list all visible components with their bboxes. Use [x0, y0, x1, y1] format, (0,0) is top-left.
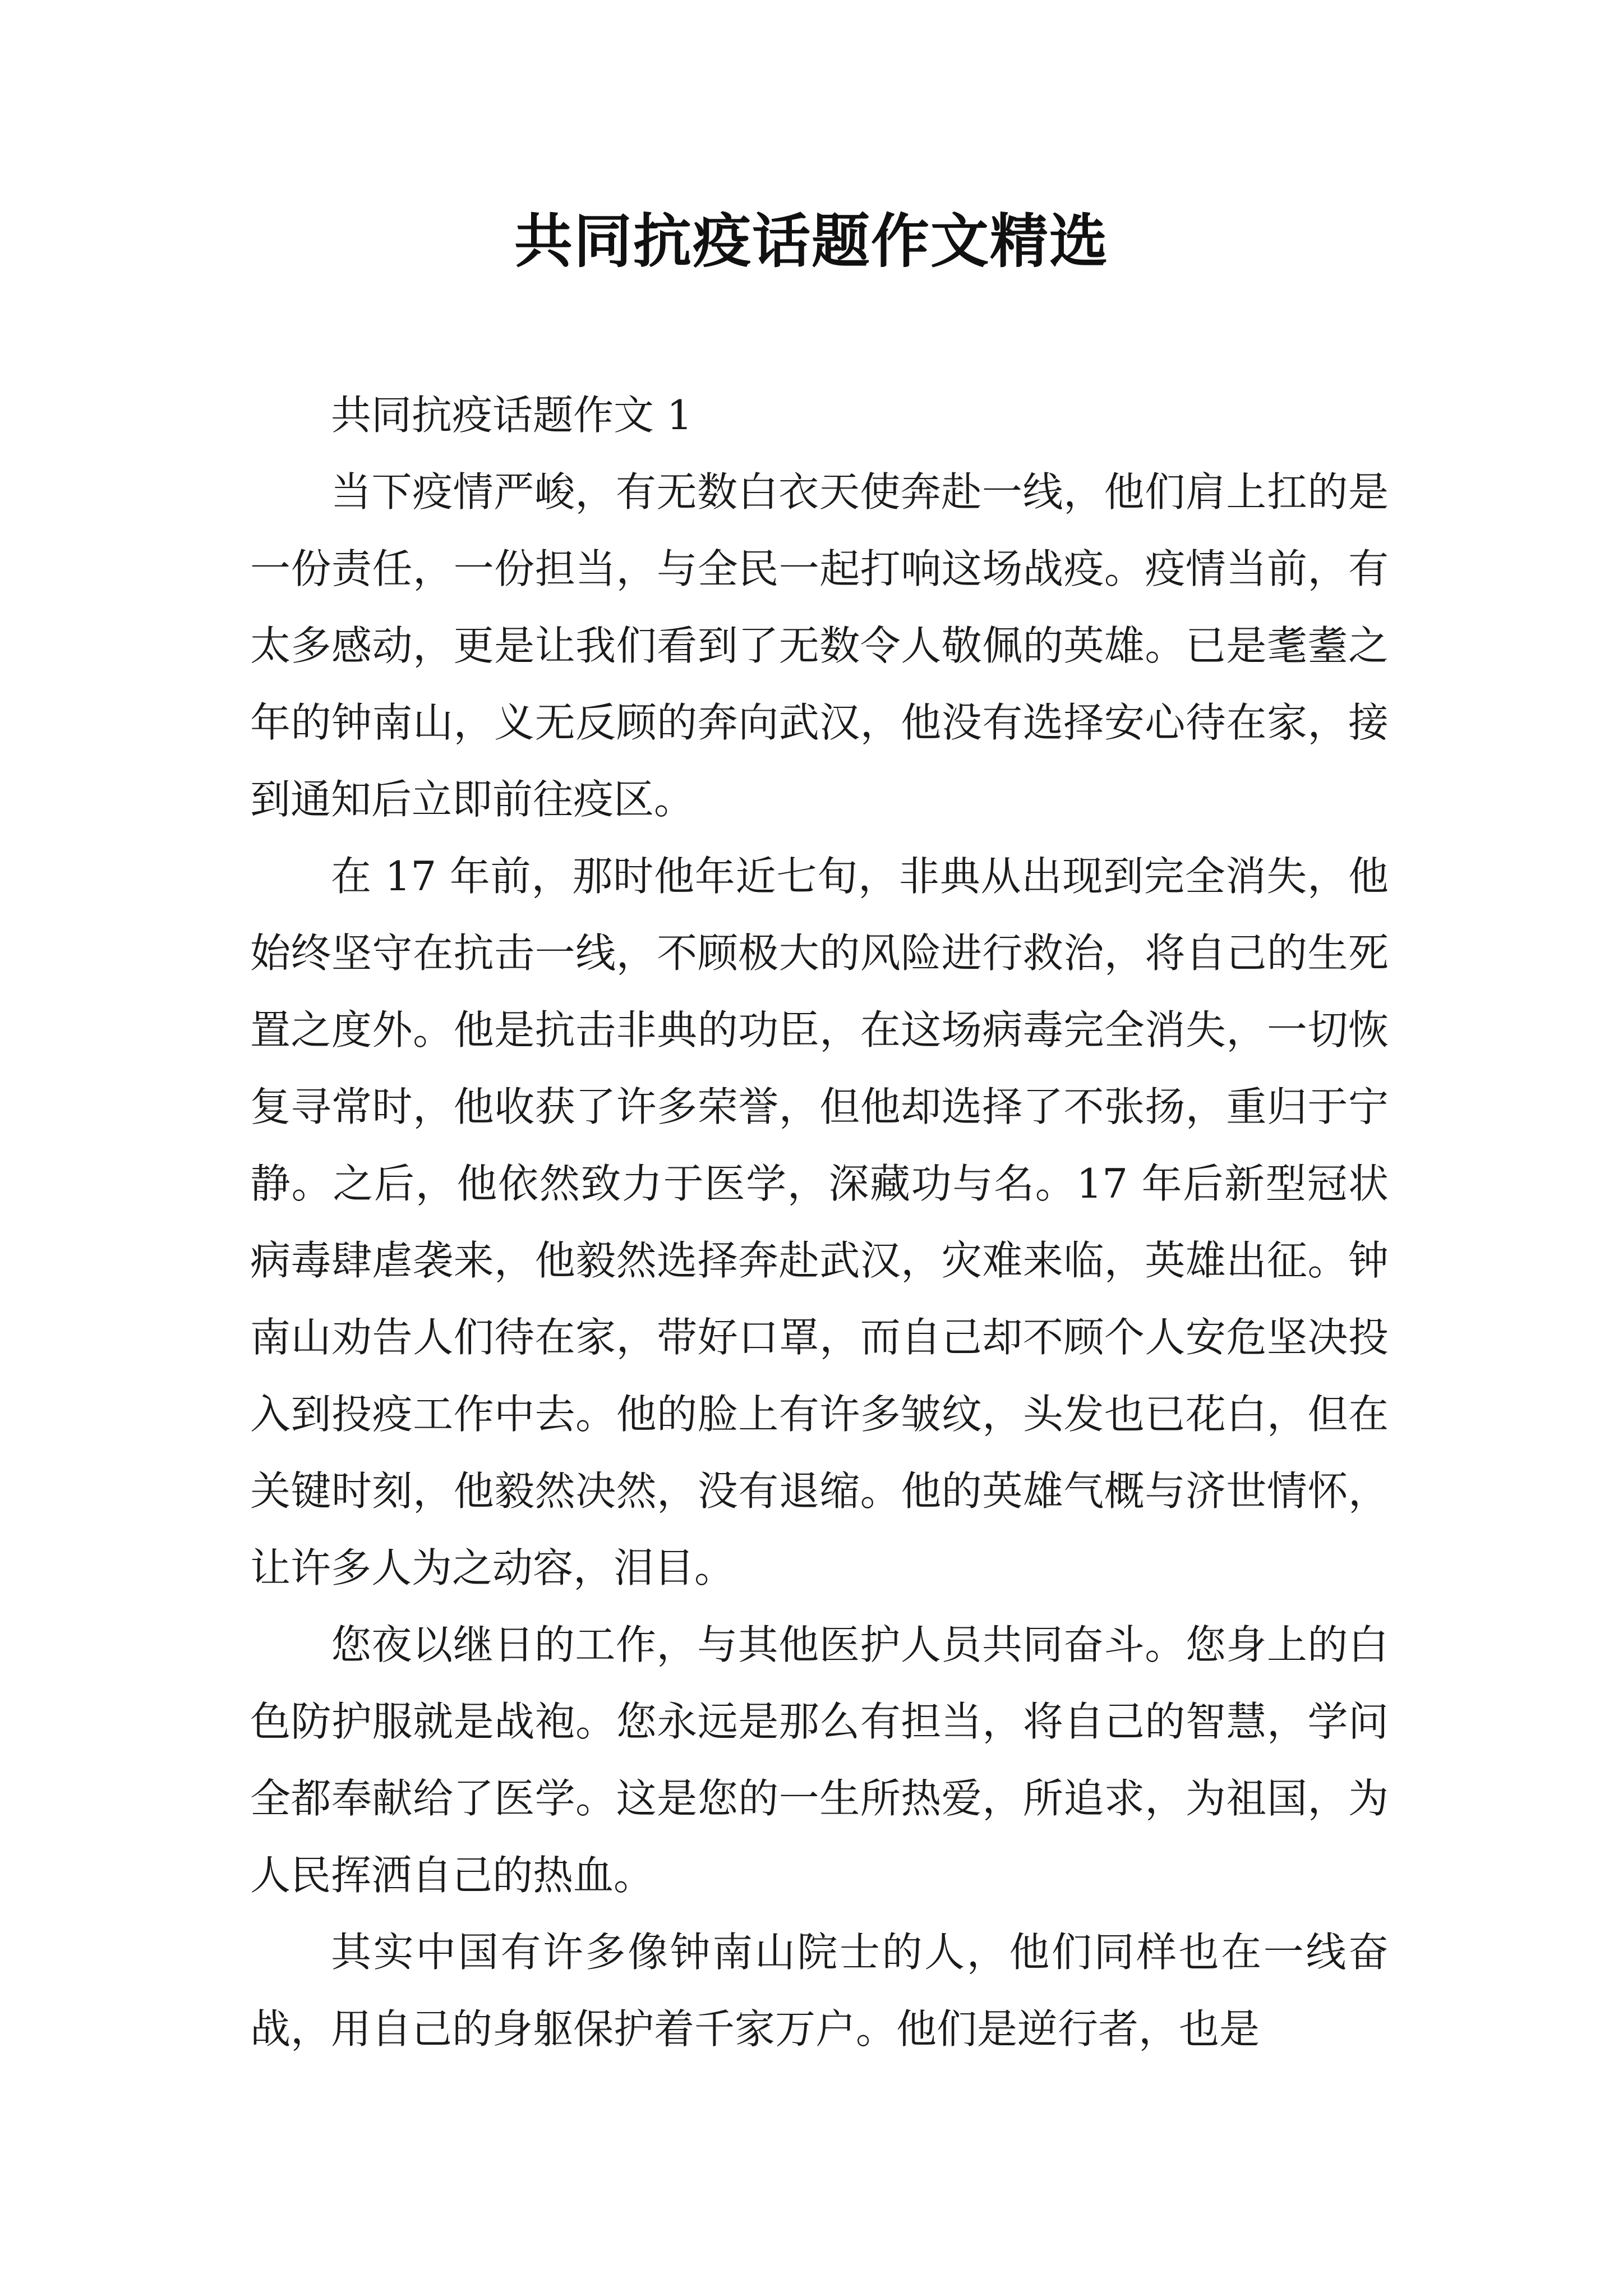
paragraph-4: 其实中国有许多像钟南山院士的人，他们同样也在一线奋战，用自己的身躯保护着千家万户。他们是逆行者，也是: [250, 1929, 1389, 2053]
paragraph-2: 在 17 年前，那时他年近七旬，非典从出现到完全消失，他始终坚守在抗击一线，不顾极大的风险进行救治，将自己的生死置之度外。他是抗击非典的功臣，在这场病毒完全消失，一切恢复寻常时，他收获了许多荣誉，但他却选择了不张扬，重归于宁静。之后，他依然致力于医学，深藏功与名。17 年后新型冠状病毒肆虐袭来，他毅然选择奔赴武汉，灾难来临，英雄出征。钟南山劝告人们待在家，带好口罩，而自己却不顾个人安危坚决投入到投疫工作中去。他的脸上有许多皱纹，头发也已花白，但在关键时刻，他毅然决然，没有退缩。他的英雄气概与济世情怀，让许多人为之动容，泪目。: [250, 853, 1389, 1591]
document-title: 共同抗疫话题作文精选: [514, 206, 1109, 275]
paragraph-3: 您夜以继日的工作，与其他医护人员共同奋斗。您身上的白色防护服就是战袍。您永远是那么有担当，将自己的智慧，学问全都奉献给了医学。这是您的一生所热爱，所追求，为祖国，为人民挥洒自己的热血。: [250, 1621, 1389, 1899]
section-heading: 共同抗疫话题作文 1: [331, 392, 693, 439]
document-body: [250, 377, 1389, 2068]
paragraph-1: 当下疫情严峻，有无数白衣天使奔赴一线，他们肩上扛的是一份责任，一份担当，与全民一起打响这场战疫。疫情当前，有太多感动，更是让我们看到了无数令人敬佩的英雄。已是耄耋之年的钟南山，义无反顾的奔向武汉，他没有选择安心待在家，接到通知后立即前往疫区。: [250, 468, 1389, 823]
